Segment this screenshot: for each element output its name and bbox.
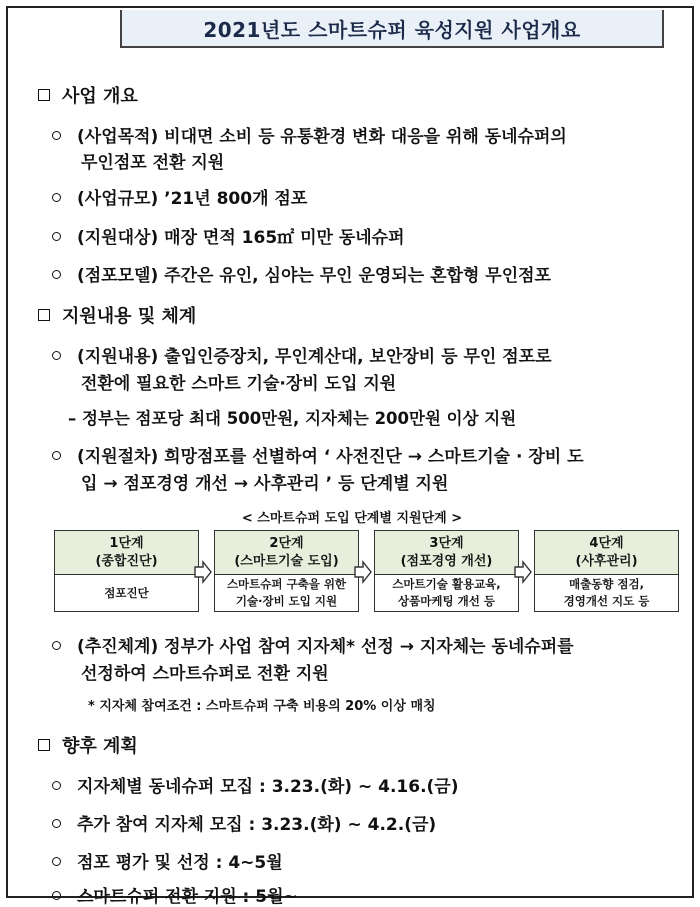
stage-desc: 스마트슈퍼 구축을 위한: [226, 577, 347, 591]
circle-bullet-icon: [52, 232, 61, 241]
stage-box-2: [214, 530, 359, 612]
arrow-right-icon: [194, 560, 212, 584]
circle-bullet-icon: [52, 857, 61, 866]
support-item-content-cont: 전환에 필요한 스마트 기술·장비 도입 지원: [81, 374, 397, 394]
square-bullet-icon: [38, 739, 50, 751]
arrow-right-icon: [354, 560, 372, 584]
stage-desc: 매출동향 점검,: [568, 577, 645, 591]
overview-item-scale: (사업규모) ’21년 800개 점포: [52, 184, 307, 209]
circle-bullet-icon: [52, 891, 61, 900]
section-heading-overview: 사업 개요: [38, 82, 138, 108]
stage-desc: 점포진단: [104, 585, 149, 600]
circle-bullet-icon: [52, 131, 61, 140]
stage-step: 2단계: [269, 535, 304, 551]
stage-desc: 상품마케팅 개선 등: [398, 594, 495, 608]
support-item-procedure: (지원절차) 희망점포를 선별하여 ‘ 사전진단 → 스마트기술 · 장비 도: [52, 442, 584, 467]
stage-step: 4단계: [589, 535, 624, 551]
section-heading-plan: 향후 계획: [38, 732, 138, 758]
circle-bullet-icon: [52, 641, 61, 650]
plan-item: 추가 참여 지자체 모집 : 3.23.(화) ~ 4.2.(금): [52, 810, 436, 835]
diagram-title: < 스마트슈퍼 도입 단계별 지원단계 >: [241, 511, 463, 526]
plan-item: 지자체별 동네슈퍼 모집 : 3.23.(화) ~ 4.16.(금): [52, 772, 459, 797]
plan-item: 점포 평가 및 선정 : 4~5월: [52, 848, 283, 873]
stage-desc: 스마트기술 활용교육,: [392, 577, 501, 591]
document-title: 2021년도 스마트슈퍼 육성지원 사업개요: [203, 17, 581, 42]
overview-item-model: (점포모델) 주간은 유인, 심야는 무인 운영되는 혼합형 무인점포: [52, 261, 551, 286]
support-item-system-cont: 선정하여 스마트슈퍼로 전환 지원: [81, 664, 329, 684]
support-item-content: (지원내용) 출입인증장치, 무인계산대, 보안장비 등 무인 점포로: [52, 342, 552, 367]
overview-item-target: (지원대상) 매장 면적 165㎡ 미만 동네슈퍼: [52, 223, 405, 248]
stage-box-4: [534, 530, 679, 612]
section-heading-support: 지원내용 및 체계: [38, 302, 196, 328]
circle-bullet-icon: [52, 451, 61, 460]
circle-bullet-icon: [52, 193, 61, 202]
circle-bullet-icon: [52, 781, 61, 790]
title-box: [120, 10, 664, 48]
stage-desc: 기술·장비 도입 지원: [235, 594, 338, 608]
stage-box-1: [54, 530, 199, 612]
stage-desc: 경영개선 지도 등: [563, 594, 650, 608]
square-bullet-icon: [38, 309, 50, 321]
square-bullet-icon: [38, 89, 50, 101]
plan-item: 스마트슈퍼 전환 지원 : 5월~: [52, 882, 298, 907]
document-page: [6, 6, 694, 907]
support-funding-line: – 정부는 점포당 최대 500만원, 지자체는 200만원 이상 지원: [68, 409, 517, 428]
circle-bullet-icon: [52, 819, 61, 828]
stage-name: (종합진단): [95, 553, 158, 569]
arrow-right-icon: [514, 560, 532, 584]
support-item-procedure-cont: 입 → 점포경영 개선 → 사후관리 ’ 등 단계별 지원: [81, 474, 449, 494]
stage-box-3: [374, 530, 519, 612]
overview-item-purpose-cont: 무인점포 전환 지원: [81, 153, 225, 173]
stage-name: (스마트기술 도입): [234, 553, 339, 569]
support-item-system: (추진체계) 정부가 사업 참여 지자체* 선정 → 지자체는 동네슈퍼를: [52, 632, 574, 657]
stage-name: (사후관리): [575, 553, 638, 569]
stage-step: 3단계: [429, 535, 464, 551]
overview-item-purpose: (사업목적) 비대면 소비 등 유통환경 변화 대응을 위해 동네슈퍼의: [52, 122, 567, 147]
circle-bullet-icon: [52, 351, 61, 360]
stage-name: (점포경영 개선): [400, 553, 493, 569]
footnote: * 지자체 참여조건 : 스마트슈퍼 구축 비용의 20% 이상 매칭: [88, 699, 436, 714]
stage-step: 1단계: [109, 535, 144, 551]
circle-bullet-icon: [52, 270, 61, 279]
